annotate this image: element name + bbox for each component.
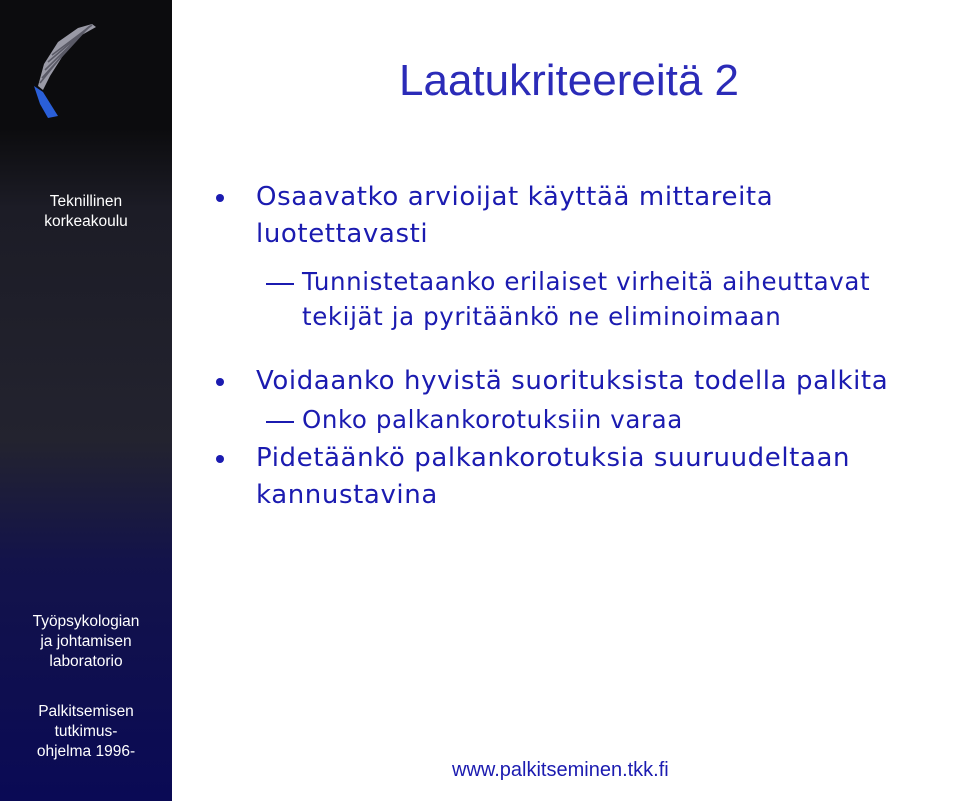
bullet-dot-icon bbox=[216, 455, 224, 463]
sub-bullet-text: Onko palkankorotuksiin varaa bbox=[302, 405, 683, 434]
slide-title: Laatukriteereitä 2 bbox=[399, 56, 739, 105]
sidebar bbox=[0, 0, 172, 801]
bullet-item bbox=[214, 363, 954, 400]
footer-url: www.palkitseminen.tkk.fi bbox=[452, 759, 669, 781]
bullet-text: Osaavatko arvioijat käyttää mittareita bbox=[256, 182, 774, 212]
bullet-text: luotettavasti bbox=[256, 219, 429, 249]
bullet-dot-icon bbox=[216, 194, 224, 202]
sub-bullet-text: tekijät ja pyritäänkö ne eliminoimaan bbox=[302, 302, 782, 331]
institution-line: korkeakoulu bbox=[44, 213, 128, 230]
bullet-text: kannustavina bbox=[256, 480, 438, 510]
program-line: tutkimus- bbox=[54, 723, 118, 740]
bullet-dot-icon bbox=[216, 378, 224, 386]
dash-icon bbox=[266, 421, 294, 423]
laboratory-name bbox=[0, 612, 172, 672]
bullet-list bbox=[214, 179, 954, 514]
laboratory-line: laboratorio bbox=[49, 653, 123, 670]
tkk-logo-icon bbox=[30, 20, 110, 120]
laboratory-line: ja johtamisen bbox=[40, 633, 132, 650]
bullet-item bbox=[214, 440, 954, 514]
institution-line: Teknillinen bbox=[49, 193, 123, 210]
program-line: ohjelma 1996- bbox=[36, 743, 136, 760]
sub-bullet-text: Tunnistetaanko erilaiset virheitä aiheuttavat bbox=[302, 267, 871, 296]
bullet-item bbox=[214, 179, 954, 253]
sub-bullet-item bbox=[214, 402, 954, 437]
program-name bbox=[0, 702, 172, 762]
program-line: Palkitsemisen bbox=[38, 703, 134, 720]
dash-icon bbox=[266, 283, 294, 285]
bullet-text: Voidaanko hyvistä suorituksista todella palkita bbox=[256, 366, 889, 396]
sub-bullet-item bbox=[214, 264, 954, 334]
laboratory-line: Työpsykologian bbox=[32, 613, 140, 630]
institution-name bbox=[0, 192, 172, 232]
bullet-text: Pidetäänkö palkankorotuksia suuruudeltaan bbox=[256, 443, 851, 473]
